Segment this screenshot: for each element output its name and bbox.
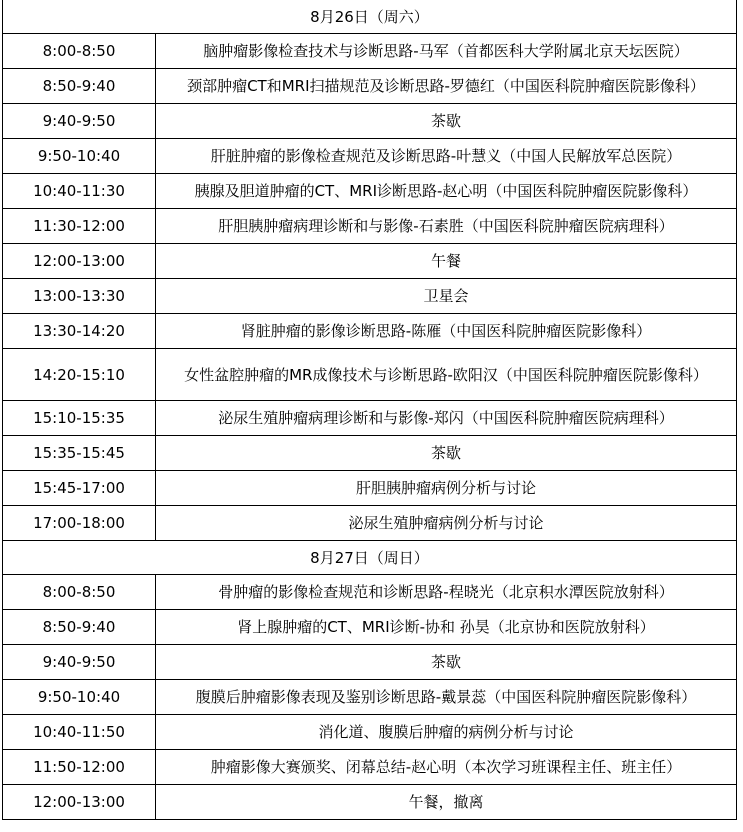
session-topic: 午餐: [156, 244, 737, 279]
session-time: 8:50-9:40: [3, 69, 156, 104]
session-time: 11:50-12:00: [3, 750, 156, 785]
session-time: 15:35-15:45: [3, 436, 156, 471]
session-topic: 茶歇: [156, 436, 737, 471]
session-row: [3, 436, 737, 471]
session-row: [3, 575, 737, 610]
session-row: [3, 174, 737, 209]
session-topic: 茶歇: [156, 645, 737, 680]
day-header-row: [3, 541, 737, 575]
session-time: 12:00-13:00: [3, 244, 156, 279]
session-row: [3, 139, 737, 174]
session-topic: 颈部肿瘤CT和MRI扫描规范及诊断思路-罗德红（中国医科院肿瘤医院影像科）: [156, 69, 737, 104]
session-time: 9:40-9:50: [3, 645, 156, 680]
session-time: 15:45-17:00: [3, 471, 156, 506]
session-row: [3, 244, 737, 279]
session-time: 13:00-13:30: [3, 279, 156, 314]
session-row: [3, 645, 737, 680]
session-topic: 泌尿生殖肿瘤病例分析与讨论: [156, 506, 737, 541]
session-time: 9:50-10:40: [3, 680, 156, 715]
session-time: 17:00-18:00: [3, 506, 156, 541]
session-topic: 骨肿瘤的影像检查规范和诊断思路-程晓光（北京积水潭医院放射科）: [156, 575, 737, 610]
session-topic: 腹膜后肿瘤影像表现及鉴别诊断思路-戴景蕊（中国医科院肿瘤医院影像科）: [156, 680, 737, 715]
session-time: 12:00-13:00: [3, 785, 156, 820]
session-time: 9:50-10:40: [3, 139, 156, 174]
session-row: [3, 610, 737, 645]
session-time: 8:00-8:50: [3, 34, 156, 69]
session-row: [3, 715, 737, 750]
session-row: [3, 314, 737, 349]
session-row: [3, 401, 737, 436]
session-topic: 午餐，撤离: [156, 785, 737, 820]
session-topic: 胰腺及胆道肿瘤的CT、MRI诊断思路-赵心明（中国医科院肿瘤医院影像科）: [156, 174, 737, 209]
session-time: 10:40-11:30: [3, 174, 156, 209]
session-topic: 肾脏肿瘤的影像诊断思路-陈雁（中国医科院肿瘤医院影像科）: [156, 314, 737, 349]
session-row: [3, 506, 737, 541]
session-topic: 泌尿生殖肿瘤病理诊断和与影像-郑闪（中国医科院肿瘤医院病理科）: [156, 401, 737, 436]
session-row: [3, 785, 737, 820]
day-header: 8月26日（周六）: [3, 0, 737, 34]
session-time: 10:40-11:50: [3, 715, 156, 750]
session-row: [3, 680, 737, 715]
session-row: [3, 750, 737, 785]
session-row: [3, 104, 737, 139]
session-row: [3, 34, 737, 69]
session-topic: 肿瘤影像大赛颁奖、闭幕总结-赵心明（本次学习班课程主任、班主任）: [156, 750, 737, 785]
session-time: 15:10-15:35: [3, 401, 156, 436]
session-topic: 肾上腺肿瘤的CT、MRI诊断-协和 孙昊（北京协和医院放射科）: [156, 610, 737, 645]
schedule-table: [2, 0, 737, 820]
session-row: [3, 209, 737, 244]
session-row: [3, 349, 737, 401]
session-time: 9:40-9:50: [3, 104, 156, 139]
session-topic: 肝胆胰肿瘤病例分析与讨论: [156, 471, 737, 506]
session-row: [3, 69, 737, 104]
day-header-row: [3, 0, 737, 34]
session-time: 8:00-8:50: [3, 575, 156, 610]
session-topic: 肝脏肿瘤的影像检查规范及诊断思路-叶慧义（中国人民解放军总医院）: [156, 139, 737, 174]
session-topic: 肝胆胰肿瘤病理诊断和与影像-石素胜（中国医科院肿瘤医院病理科）: [156, 209, 737, 244]
session-row: [3, 279, 737, 314]
session-row: [3, 471, 737, 506]
session-topic: 女性盆腔肿瘤的MR成像技术与诊断思路-欧阳汉（中国医科院肿瘤医院影像科）: [156, 349, 737, 401]
session-topic: 脑肿瘤影像检查技术与诊断思路-马军（首都医科大学附属北京天坛医院）: [156, 34, 737, 69]
session-time: 13:30-14:20: [3, 314, 156, 349]
session-time: 14:20-15:10: [3, 349, 156, 401]
session-time: 8:50-9:40: [3, 610, 156, 645]
session-time: 11:30-12:00: [3, 209, 156, 244]
session-topic: 茶歇: [156, 104, 737, 139]
session-topic: 消化道、腹膜后肿瘤的病例分析与讨论: [156, 715, 737, 750]
day-header: 8月27日（周日）: [3, 541, 737, 575]
session-topic: 卫星会: [156, 279, 737, 314]
